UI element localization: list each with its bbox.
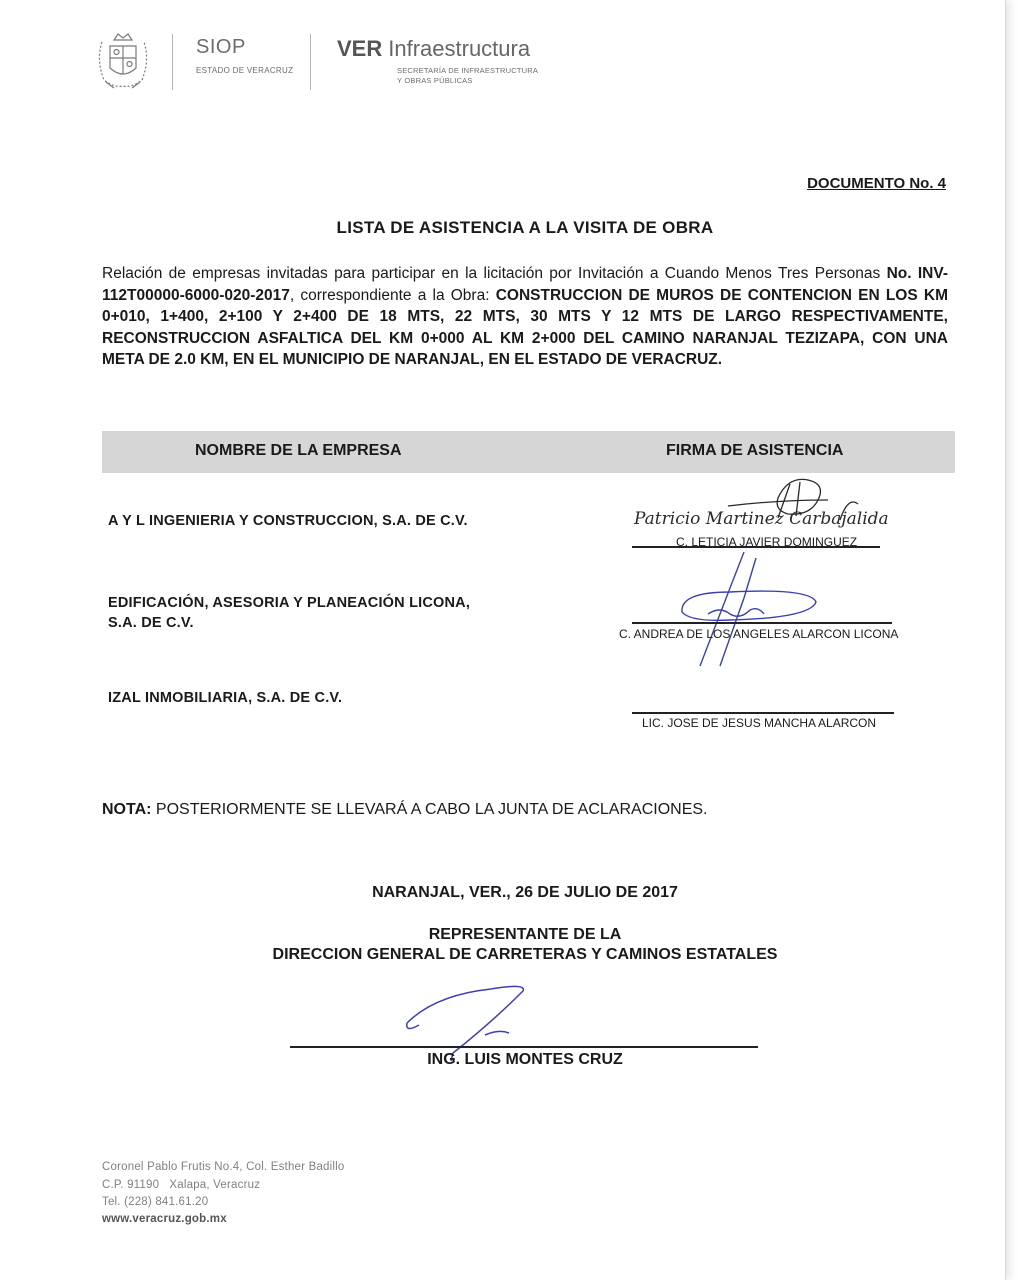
ver-infraestructura-title — [337, 36, 530, 62]
header-divider — [172, 34, 173, 90]
footer-phone: Tel. (228) 841.61.20 — [102, 1196, 209, 1208]
note-label: NOTA: — [102, 801, 152, 818]
siop-title: SIOP — [196, 36, 246, 58]
document-title: LISTA DE ASISTENCIA A LA VISITA DE OBRA — [336, 218, 714, 237]
note-text: POSTERIORMENTE SE LLEVARÁ A CABO LA JUNTA DE ACLARACIONES. — [151, 801, 708, 818]
intro-tender-number: No. INV-112T00000-6000-020-2017 — [102, 265, 949, 304]
intro-text-1: Relación de empresas invitadas para participar en la licitación por Invitación a Cuando Menos Tres Personas — [102, 265, 887, 282]
column-header-company: NOMBRE DE LA EMPRESA — [195, 442, 402, 459]
company-name: A Y L INGENIERIA Y CONSTRUCCION, S.A. DE C.V. — [108, 513, 468, 529]
footer-address: Coronel Pablo Frutis No.4, Col. Esther Badillo — [102, 1161, 345, 1173]
document-number: DOCUMENTO No. 4 — [807, 175, 946, 192]
ver-bold: VER — [337, 36, 383, 61]
footer-city: C.P. 91190 Xalapa, Veracruz — [102, 1179, 261, 1191]
representative-line2: DIRECCION GENERAL DE CARRETERAS Y CAMINOS ESTATALES — [272, 946, 778, 963]
signature-line — [290, 1046, 758, 1048]
intro-text-2: , correspondiente a la Obra: — [289, 286, 496, 304]
siop-subtitle: ESTADO DE VERACRUZ — [196, 66, 294, 75]
intro-paragraph — [102, 263, 948, 371]
representative-line1: REPRESENTANTE DE LA — [428, 926, 622, 943]
signature-script-text: Patricio Martinez Carbajalida — [634, 509, 889, 529]
coat-of-arms-icon — [92, 28, 154, 92]
note — [102, 801, 707, 819]
intro-work-description: CONSTRUCCION DE MUROS DE CONTENCION EN LOS KM 0+010, 1+400, 2+100 Y 2+400 DE 18 MTS, 22 MTS, 30 MTS Y 12 MTS DE LARGO RESPECTIVAMENTE, RECONSTRUCCION ASFALTICA DEL KM 0+000 AL KM 2+000 DEL CAMINO NARANJAL TEZIZAPA, CON UNA META DE 2.0 KM, EN EL MUNICIPIO DE NARANJAL, EN EL ESTADO DE VERACRUZ. — [102, 286, 948, 368]
ver-subtitle — [397, 66, 538, 86]
signature-line — [632, 712, 894, 714]
place-and-date: NARANJAL, VER., 26 DE JULIO DE 2017 — [372, 884, 678, 901]
column-header-signature: FIRMA DE ASISTENCIA — [666, 442, 844, 459]
footer-website[interactable]: www.veracruz.gob.mx — [102, 1213, 227, 1225]
header-divider — [310, 34, 311, 90]
ver-subtitle-line1: SECRETARÍA DE INFRAESTRUCTURA — [397, 66, 539, 75]
company-name-line1: EDIFICACIÓN, ASESORIA Y PLANEACIÓN LICONA, — [108, 595, 471, 611]
signature-line — [632, 622, 892, 624]
handwritten-signature — [660, 548, 840, 674]
ver-title-text: Infraestructura — [388, 36, 531, 61]
signer-name: C. ANDREA DE LOS ANGELES ALARCON LICONA — [619, 627, 899, 641]
signer-name: LIC. JOSE DE JESUS MANCHA ALARCON — [642, 716, 877, 730]
signer-name: ING. LUIS MONTES CRUZ — [427, 1051, 623, 1068]
company-name: IZAL INMOBILIARIA, S.A. DE C.V. — [108, 690, 343, 706]
company-name-line2: S.A. DE C.V. — [108, 615, 194, 631]
signer-name: C. LETICIA JAVIER DOMINGUEZ — [676, 535, 858, 549]
ver-subtitle-line2: Y OBRAS PÚBLICAS — [397, 76, 473, 85]
company-name — [108, 593, 470, 633]
